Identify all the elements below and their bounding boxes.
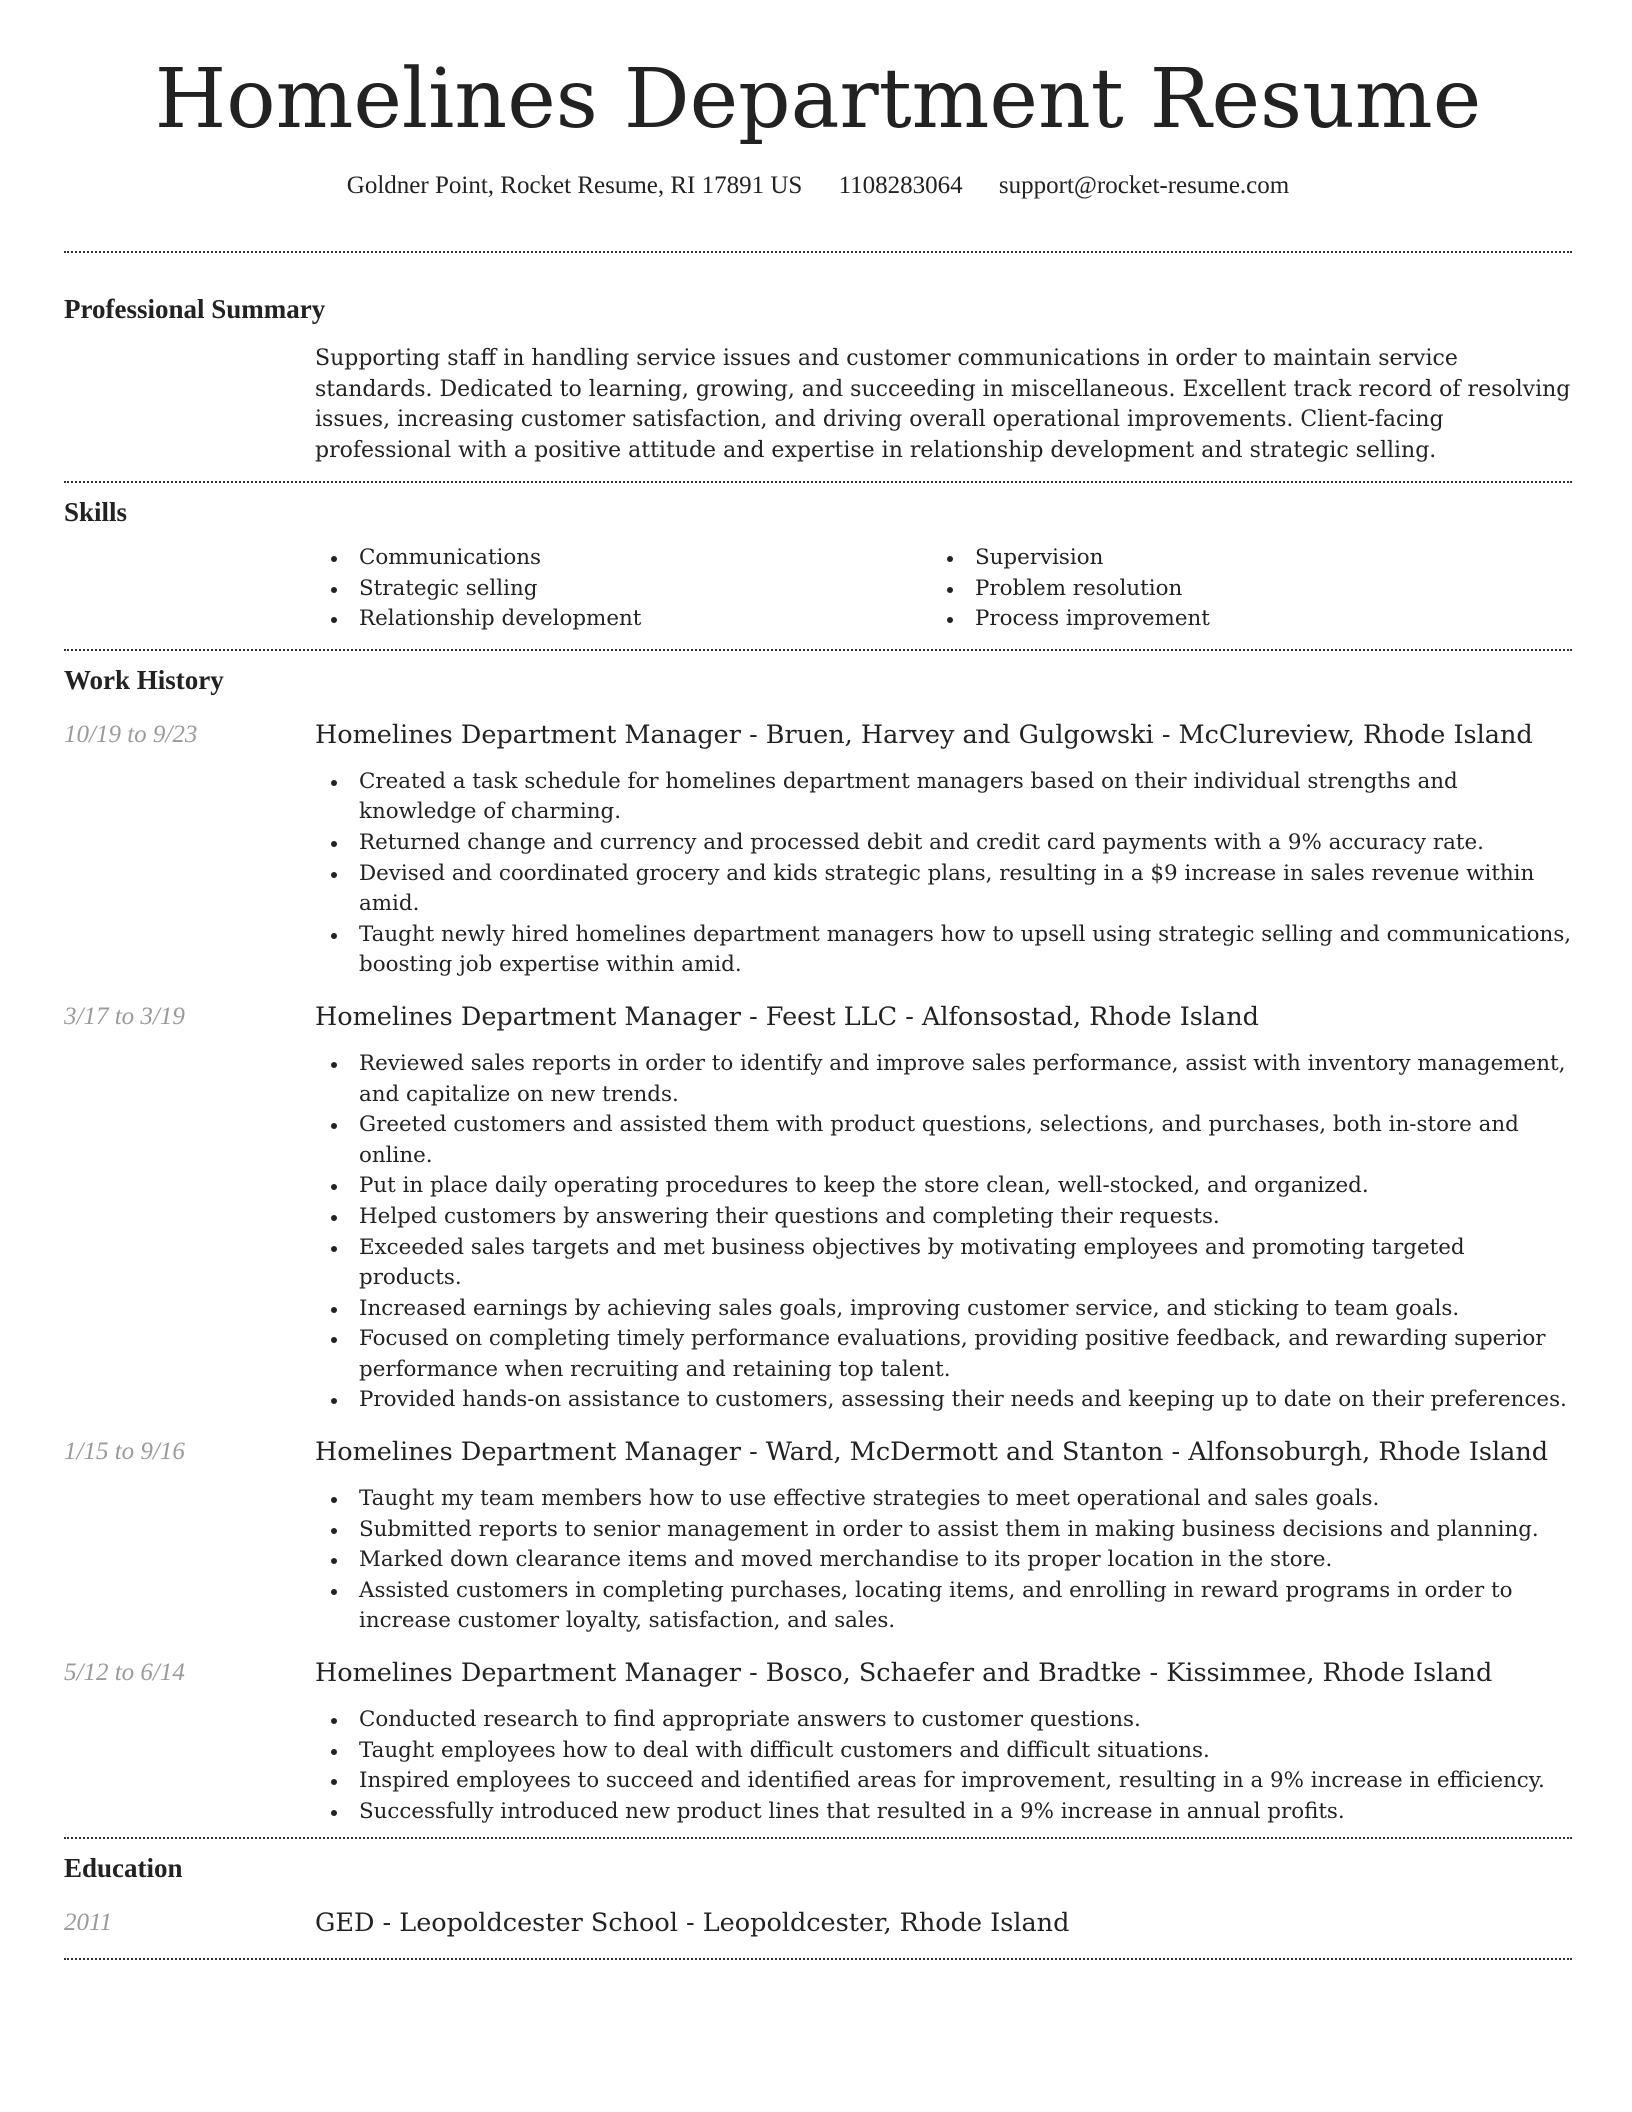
job-bullet: Exceeded sales targets and met business objectives by motivating employees and promoting targeted products. [315, 1233, 1572, 1294]
job-bullet: Taught employees how to deal with difficult customers and difficult situations. [315, 1736, 1572, 1767]
job-bullet: Assisted customers in completing purchases, locating items, and enrolling in reward programs in order to increase customer loyalty, satisfaction, and sales. [315, 1576, 1572, 1637]
job-dates: 10/19 to 9/23 [64, 720, 198, 748]
skill-item: Problem resolution [931, 574, 1547, 605]
job-bullets [64, 1705, 1572, 1827]
job-entry [64, 1001, 1572, 1416]
summary-heading: Professional Summary [64, 294, 326, 324]
job-title: Homelines Department Manager - Ward, McDermott and Stanton - Alfonsoburgh, Rhode Island [315, 1437, 1549, 1468]
work-section [64, 663, 1572, 1828]
contact-email: support@rocket-resume.com [998, 172, 1290, 199]
skill-item: Supervision [931, 543, 1547, 574]
job-bullet: Taught my team members how to use effective strategies to meet operational and sales goals. [315, 1484, 1572, 1515]
job-bullet: Conducted research to find appropriate answers to customer questions. [315, 1705, 1572, 1736]
job-bullet: Successfully introduced new product lines that resulted in a 9% increase in annual profits. [315, 1797, 1572, 1828]
education-heading: Education [64, 1853, 183, 1884]
job-bullet: Provided hands-on assistance to customers, assessing their needs and keeping up to date on their preferences. [315, 1385, 1572, 1416]
divider [64, 251, 1572, 253]
job-bullet: Marked down clearance items and moved merchandise to its proper location in the store. [315, 1545, 1572, 1576]
job-bullet: Created a task schedule for homelines department managers based on their individual strengths and knowledge of charming. [315, 767, 1572, 828]
resume-page [64, 0, 1572, 1960]
skills-column-right [931, 543, 1547, 635]
job-bullet: Inspired employees to succeed and identified areas for improvement, resulting in a 9% increase in efficiency. [315, 1766, 1572, 1797]
skill-item: Process improvement [931, 604, 1547, 635]
divider [64, 1958, 1572, 1960]
job-bullet: Helped customers by answering their questions and completing their requests. [315, 1202, 1572, 1233]
education-degree: GED - Leopoldcester School - Leopoldcester, Rhode Island [315, 1908, 1070, 1939]
education-entry [64, 1907, 1572, 1939]
skill-item: Relationship development [315, 604, 931, 635]
divider [64, 649, 1572, 651]
job-bullets [64, 1484, 1572, 1637]
job-entry [64, 1657, 1572, 1827]
contact-line [64, 170, 1572, 202]
job-entry [64, 1436, 1572, 1637]
skills-column-left [315, 543, 931, 635]
contact-phone: 1108283064 [838, 172, 963, 199]
job-dates: 3/17 to 3/19 [64, 1002, 185, 1030]
job-bullet: Greeted customers and assisted them with product questions, selections, and purchases, both in-store and online. [315, 1110, 1572, 1171]
work-heading: Work History [64, 664, 224, 695]
skills-heading: Skills [64, 497, 128, 527]
job-bullets [64, 1049, 1572, 1416]
job-bullet: Devised and coordinated grocery and kids strategic plans, resulting in a $9 increase in sales revenue within amid. [315, 859, 1572, 920]
skill-item: Communications [315, 543, 931, 574]
job-dates: 5/12 to 6/14 [64, 1659, 185, 1687]
job-title: Homelines Department Manager - Feest LLC - Alfonsostad, Rhode Island [315, 1001, 1259, 1032]
job-title: Homelines Department Manager - Bosco, Schaefer and Bradtke - Kissimmee, Rhode Island [315, 1658, 1493, 1689]
job-bullet: Reviewed sales reports in order to identify and improve sales performance, assist with inventory management, and capitalize on new trends. [315, 1049, 1572, 1110]
job-bullet: Submitted reports to senior management in order to assist them in making business decisions and planning. [315, 1515, 1572, 1546]
job-bullet: Taught newly hired homelines department managers how to upsell using strategic selling and communications, boosting job expertise within amid. [315, 920, 1572, 981]
job-title: Homelines Department Manager - Bruen, Harvey and Gulgowski - McClureview, Rhode Island [315, 719, 1533, 750]
job-bullets [64, 767, 1572, 981]
divider [64, 481, 1572, 483]
summary-text: Supporting staff in handling service issues and customer communications in order to maintain service standards. Dedicated to learning, growing, and succeeding in miscellaneous. Excellent track record of resolving issues, increasing customer satisfaction, and driving overall operational improvements. Client-facing professional with a positive attitude and expertise in relationship development and strategic selling. [315, 346, 1571, 463]
education-section [64, 1851, 1572, 1939]
skills-list [315, 543, 1572, 635]
skill-item: Strategic selling [315, 574, 931, 605]
job-dates: 1/15 to 9/16 [64, 1438, 185, 1466]
divider [64, 1837, 1572, 1839]
summary-section [64, 292, 1572, 466]
resume-title: Homelines Department Resume [154, 52, 1482, 147]
job-bullet: Increased earnings by achieving sales goals, improving customer service, and sticking to team goals. [315, 1294, 1572, 1325]
contact-address: Goldner Point, Rocket Resume, RI 17891 US [346, 172, 803, 199]
job-bullet: Returned change and currency and processed debit and credit card payments with a 9% accuracy rate. [315, 828, 1572, 859]
education-year: 2011 [64, 1909, 113, 1937]
job-bullet: Put in place daily operating procedures to keep the store clean, well-stocked, and organized. [315, 1171, 1572, 1202]
skills-section [64, 495, 1572, 635]
job-bullet: Focused on completing timely performance evaluations, providing positive feedback, and rewarding superior performance when recruiting and retaining top talent. [315, 1324, 1572, 1385]
job-entry [64, 719, 1572, 981]
